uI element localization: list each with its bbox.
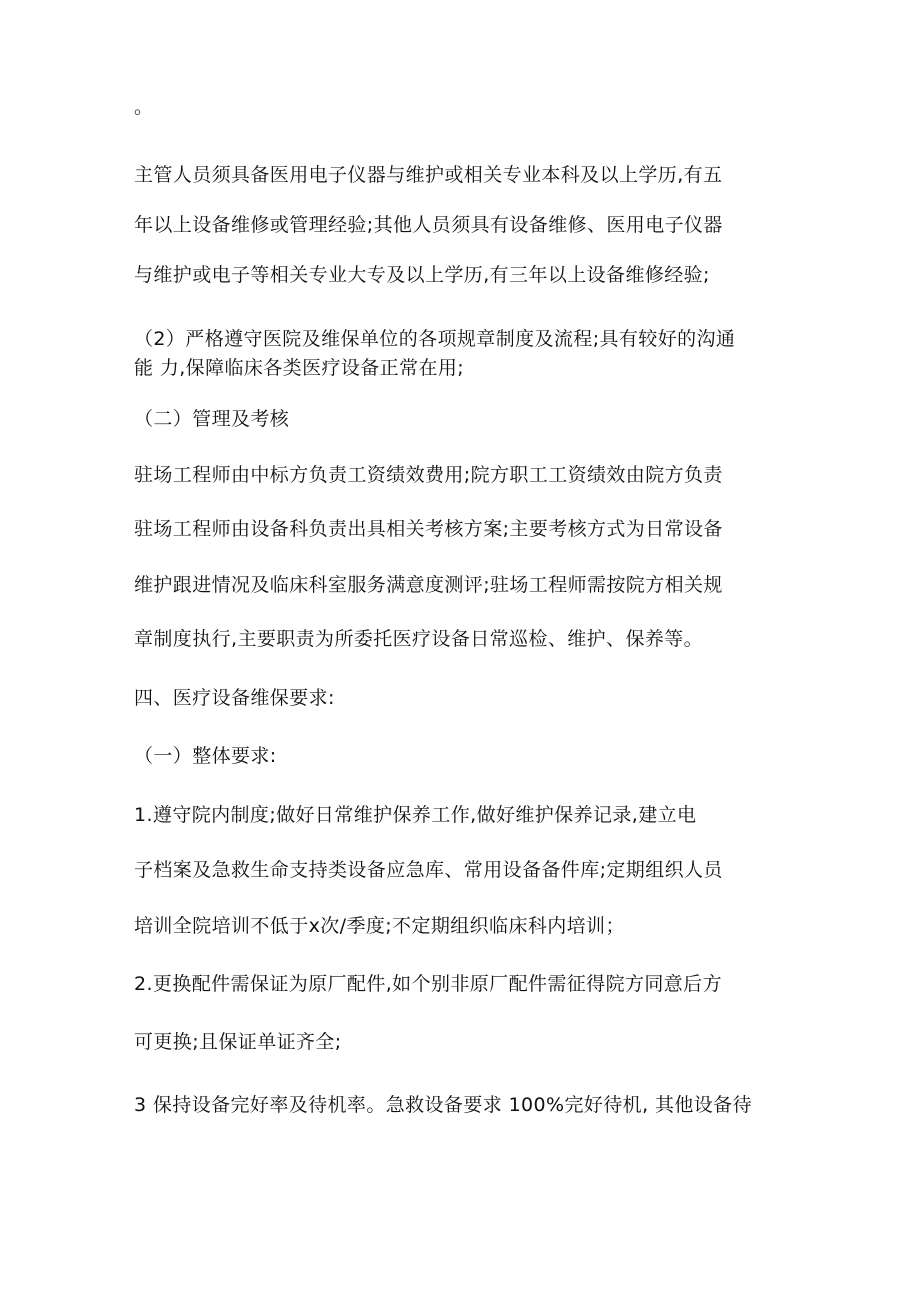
text-line-5: （2）严格遵守医院及维保单位的各项规章制度及流程;具有较好的沟通: [134, 328, 736, 350]
section-heading-management: （二）管理及考核: [134, 408, 290, 430]
text-line-14: 1.遵守院内制度;做好日常维护保养工作,做好维护保养记录,建立电: [134, 804, 697, 826]
text-line-2: 主管人员须具备医用电子仪器与维护或相关专业本科及以上学历,有五: [134, 164, 723, 186]
text-line-6: 能 力,保障临床各类医疗设备正常在用;: [134, 357, 465, 379]
text-line-16: 培训全院培训不低于x次/季度;不定期组织临床科内培训；: [134, 915, 625, 937]
text-line-1: 。: [134, 96, 154, 118]
text-line-19: 3 保持设备完好率及待机率。急救设备要求 100%完好待机, 其他设备待: [134, 1094, 752, 1116]
text-line-10: 维护跟进情况及临床科室服务满意度测评;驻场工程师需按院方相关规: [134, 574, 723, 596]
subsection-heading-overall: （一）整体要求:: [134, 745, 277, 767]
text-line-4: 与维护或电子等相关专业大专及以上学历,有三年以上设备维修经验;: [134, 264, 710, 286]
section-heading-maintenance: 四、医疗设备维保要求:: [134, 687, 335, 709]
text-line-18: 可更换;且保证单证齐全;: [134, 1031, 342, 1053]
text-line-8: 驻场工程师由中标方负责工资绩效费用;院方职工工资绩效由院方负责: [134, 464, 723, 486]
text-line-3: 年以上设备维修或管理经验;其他人员须具有设备维修、医用电子仪器: [134, 214, 723, 236]
text-line-15: 子档案及急救生命支持类设备应急库、常用设备备件库;定期组织人员: [134, 859, 723, 881]
text-line-11: 章制度执行,主要职责为所委托医疗设备日常巡检、维护、保养等。: [134, 628, 704, 650]
text-line-17: 2.更换配件需保证为原厂配件,如个别非原厂配件需征得院方同意后方: [134, 973, 722, 995]
text-line-9: 驻场工程师由设备科负责出具相关考核方案;主要考核方式为日常设备: [134, 518, 723, 540]
